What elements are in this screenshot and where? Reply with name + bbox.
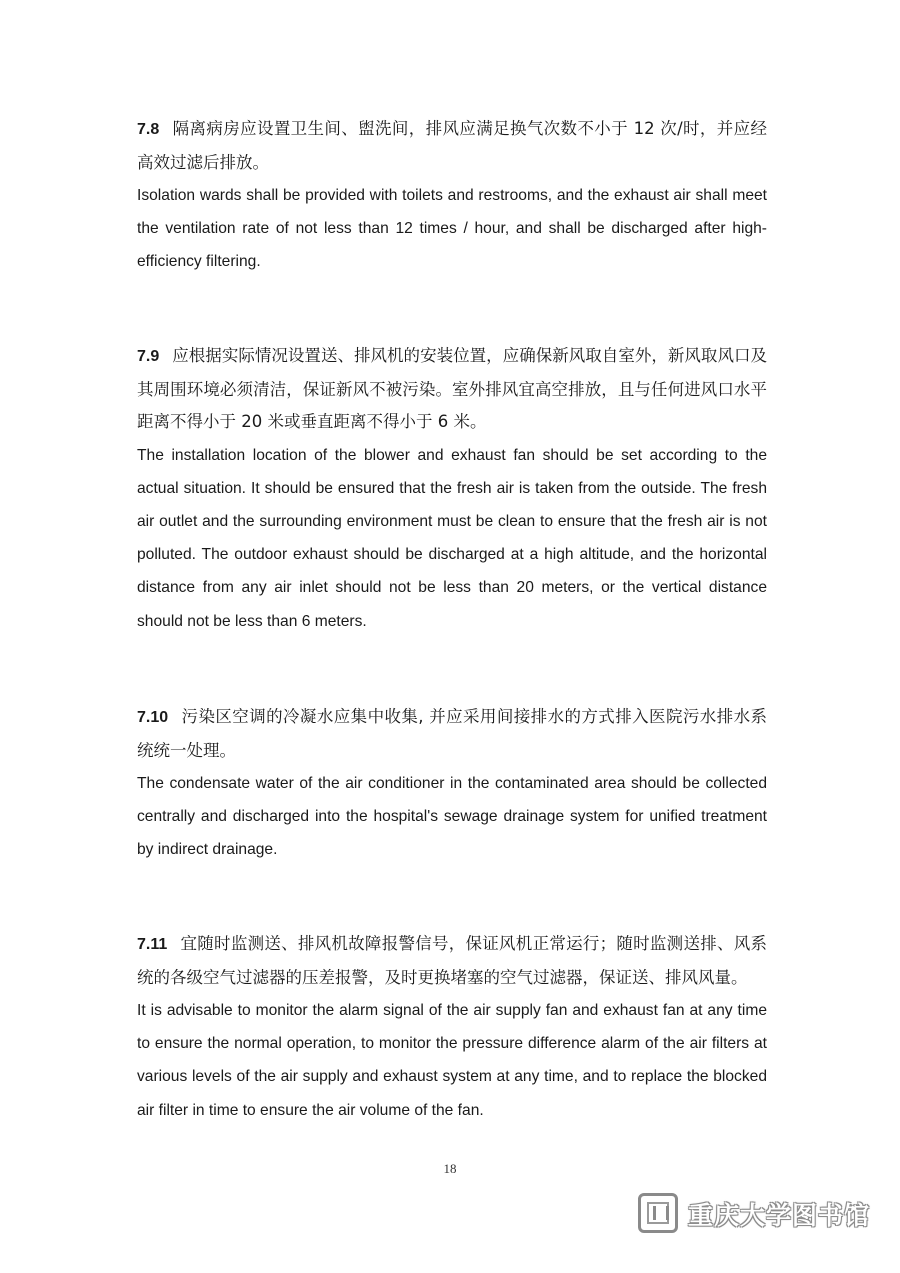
clause-zh-body: 隔离病房应设置卫生间、盥洗间，排风应满足换气次数不小于 12 次/时，并应经高效过滤后排放。 (137, 119, 767, 172)
clause-english-text: The installation location of the blower and exhaust fan should be set according to the actual situation. It should be ensured that the fresh air is taken from the outside. The fresh air outlet and the surrounding environment must be clean to ensure that the fresh air is not polluted. The outdoor exhaust should be discharged at a high altitude, and the horizontal distance from any air inlet should not be less than 20 meters, or the vertical distance should not be less than 6 meters. (137, 446, 767, 630)
clause-zh-body: 污染区空调的冷凝水应集中收集, 并应采用间接排水的方式排入医院污水排水系统统一处理。 (137, 707, 767, 760)
clause-chinese-text (137, 928, 767, 994)
clause-chinese-text (137, 340, 767, 439)
clause-number: 7.9 (137, 348, 160, 365)
clause-7-11 (137, 928, 767, 1127)
clause-number: 7.8 (137, 121, 160, 138)
library-seal-icon (638, 1193, 678, 1233)
clause-chinese-text (137, 701, 767, 767)
watermark-text: 重庆大学图书馆 (688, 1201, 871, 1230)
clause-zh-body: 宜随时监测送、排风机故障报警信号，保证风机正常运行；随时监测送排、风系统的各级空气过滤器的压差报警，及时更换堵塞的空气过滤器，保证送、排风风量。 (137, 934, 767, 987)
clause-7-9 (137, 340, 767, 638)
clause-7-10 (137, 701, 767, 867)
clause-zh-body: 应根据实际情况设置送、排风机的安装位置，应确保新风取自室外，新风取风口及其周围环境必须清洁，保证新风不被污染。室外排风宜高空排放，且与任何进风口水平距离不得小于 20 米或垂直距离不得小于 6 米。 (137, 346, 767, 431)
page-number: 18 (443, 1161, 457, 1176)
clause-number: 7.10 (137, 709, 169, 726)
clause-english-text: It is advisable to monitor the alarm signal of the air supply fan and exhaust fan at any time to ensure the normal operation, to monitor the pressure difference alarm of the air filters at various levels of the air supply and exhaust system at any time, and to replace the blocked air filter in time to ensure the air volume of the fan. (137, 1002, 767, 1119)
clause-number: 7.11 (137, 936, 168, 953)
clause-english-text: Isolation wards shall be provided with toilets and restrooms, and the exhaust air shall meet the ventilation rate of not less than 12 times / hour, and shall be discharged after high-efficiency filtering. (137, 187, 767, 271)
library-watermark (638, 1193, 871, 1237)
clause-english-text: The condensate water of the air conditioner in the contaminated area should be collected centrally and discharged into the hospital's sewage drainage system for unified treatment by indirect drainage. (137, 775, 767, 859)
clause-7-8 (137, 113, 767, 279)
clause-chinese-text (137, 113, 767, 179)
